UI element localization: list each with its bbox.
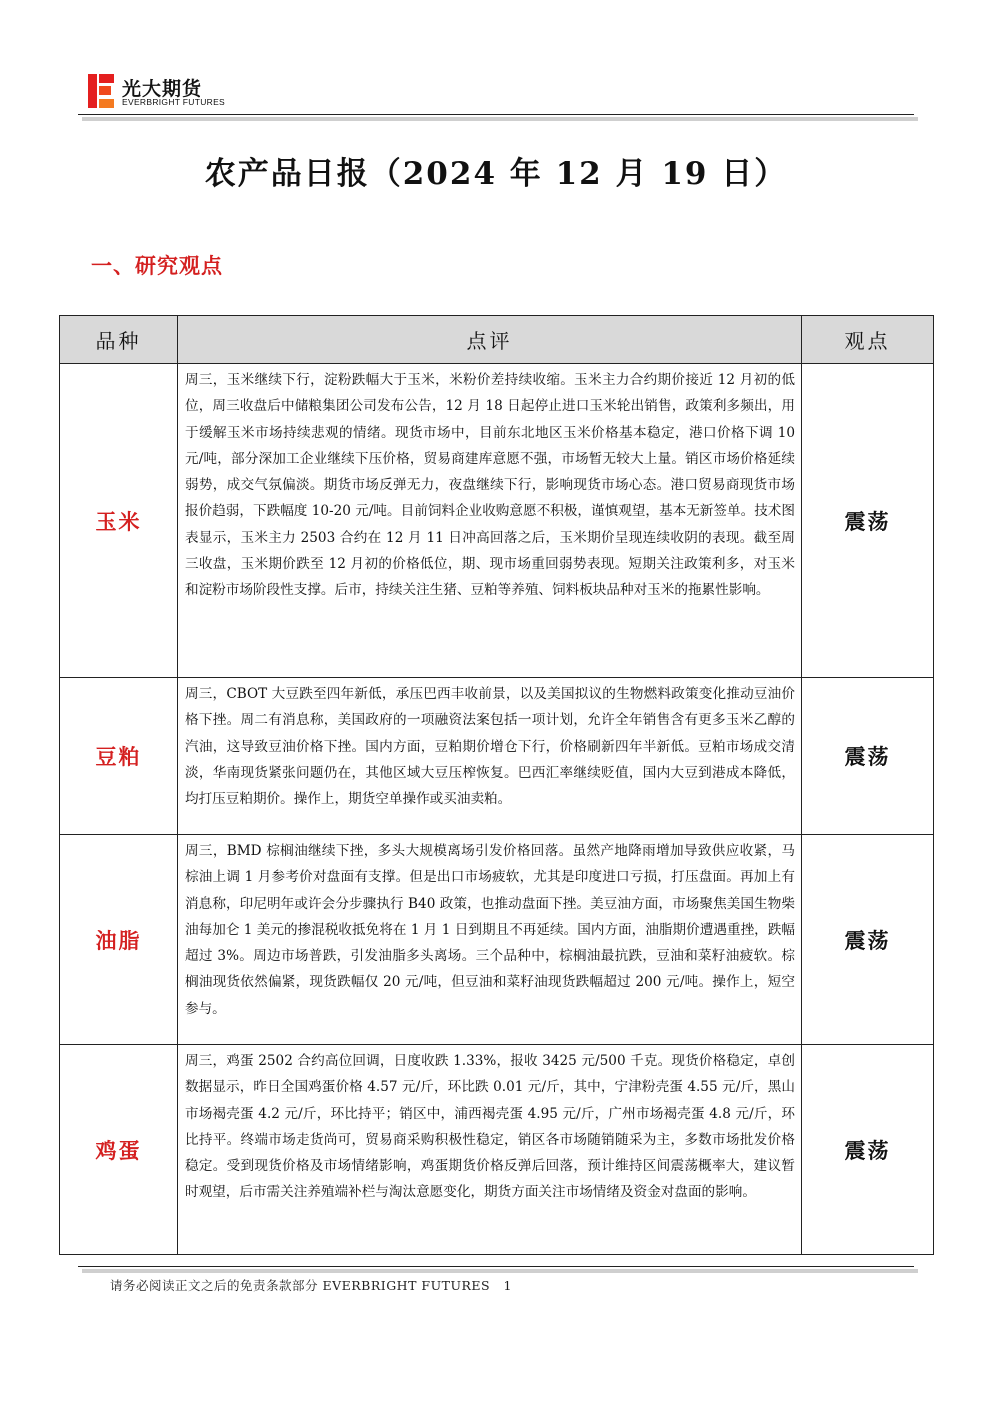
footer-disclaimer: 请务必阅读正文之后的免责条款部分 EVERBRIGHT FUTURES [110,1278,491,1293]
header-divider-shadow [82,117,918,121]
logo-mark-icon [88,74,114,108]
table-row [60,835,934,1045]
view-text: 震荡 [802,364,934,678]
footer-divider-shadow [82,1269,918,1273]
logo-en-text: EVERBRIGHT FUTURES [122,97,226,107]
product-name: 玉米 [60,364,178,678]
view-text: 震荡 [802,1045,934,1255]
logo-cn-text: 光大期货 [122,78,203,100]
comment-text: 周三，玉米继续下行，淀粉跌幅大于玉米，米粉价差持续收缩。玉米主力合约期价接近 12 月初的低位，周三收盘后中储粮集团公司发布公告，12 月 18 日起停止进口玉米轮出销售，政策利多频出，用于缓解玉米市场持续悲观的情绪。现货市场中，目前东北地区玉米价格基本稳定，港口价格下调 10 元/吨，部分深加工企业继续下压价格，贸易商建库意愿不强，市场暂无较大上量。销区市场价格延续弱势，成交气氛偏淡。期货市场反弹无力，夜盘继续下行，影响现货市场心态。港口贸易商现货市场报价趋弱，下跌幅度 10-20 元/吨。目前饲料企业收购意愿不积极，谨慎观望，基本无新签单。技术图表显示，玉米主力 2503 合约在 12 月 11 日冲高回落之后，玉米期价呈现连续收阴的表现。截至周三收盘，玉米期价跌至 12 月初的价格低位，期、现市场重回弱势表现。短期关注政策利多，对玉米和淀粉市场阶段性支撑。后市，持续关注生猪、豆粕等养殖、饲料板块品种对玉米的拖累性影响。 [178,364,802,678]
product-name: 油脂 [60,835,178,1045]
column-header-product: 品种 [60,316,178,364]
table-header-row [60,316,934,364]
header-divider [78,114,914,115]
table-row [60,364,934,678]
footer-divider [78,1266,914,1267]
comment-text: 周三，鸡蛋 2502 合约高位回调，日度收跌 1.33%，报收 3425 元/500 千克。现货价格稳定，卓创数据显示，昨日全国鸡蛋价格 4.57 元/斤，环比跌 0.01 元/斤，其中，宁津粉壳蛋 4.55 元/斤，黑山市场褐壳蛋 4.2 元/斤，环比持平；销区中，浦西褐壳蛋 4.95 元/斤，广州市场褐壳蛋 4.8 元/斤，环比持平。终端市场走货尚可，贸易商采购积极性稳定，销区各市场随销随采为主，多数市场批发价格稳定。受到现货价格及市场情绪影响，鸡蛋期货价格反弹后回落，预计维持区间震荡概率大，建议暂时观望，后市需关注养殖端补栏与淘汰意愿变化，期货方面关注市场情绪及资金对盘面的影响。 [178,1045,802,1255]
footer [110,1276,512,1294]
comment-text: 周三，BMD 棕榈油继续下挫，多头大规模离场引发价格回落。虽然产地降雨增加导致供应收紧，马棕油上调 1 月参考价对盘面有支撑。但是出口市场疲软，尤其是印度进口亏损，打压盘面。再加上有消息称，印尼明年或许会分步骤执行 B40 政策，也推动盘面下挫。美豆油方面，市场聚焦美国生物柴油每加仑 1 美元的掺混税收抵免将在 1 月 1 日到期且不再延续。国内方面，油脂期价遭遇重挫，跌幅超过 3%。周边市场普跌，引发油脂多头离场。三个品种中，棕榈油最抗跌，豆油和菜籽油疲软。棕榈油现货依然偏紧，现货跌幅仅 20 元/吨，但豆油和菜籽油现货跌幅超过 200 元/吨。操作上，短空参与。 [178,835,802,1045]
column-header-view: 观点 [802,316,934,364]
product-name: 鸡蛋 [60,1045,178,1255]
section-heading: 一、研究观点 [91,253,223,278]
product-name: 豆粕 [60,678,178,835]
company-logo [88,72,238,112]
column-header-comment: 点评 [178,316,802,364]
report-title: 农产品日报（2024 年 12 月 19 日） [204,156,788,192]
view-text: 震荡 [802,835,934,1045]
view-text: 震荡 [802,678,934,835]
table-row [60,678,934,835]
page-number: 1 [503,1278,512,1293]
research-table [59,315,934,1255]
comment-text: 周三，CBOT 大豆跌至四年新低，承压巴西丰收前景，以及美国拟议的生物燃料政策变化推动豆油价格下挫。周二有消息称，美国政府的一项融资法案包括一项计划，允许全年销售含有更多玉米乙醇的汽油，这导致豆油价格下挫。国内方面，豆粕期价增仓下行，价格刷新四年半新低。豆粕市场成交清淡，华南现货紧张问题仍在，其他区域大豆压榨恢复。巴西汇率继续贬值，国内大豆到港成本降低，均打压豆粕期价。操作上，期货空单操作或买油卖粕。 [178,678,802,835]
table-row [60,1045,934,1255]
